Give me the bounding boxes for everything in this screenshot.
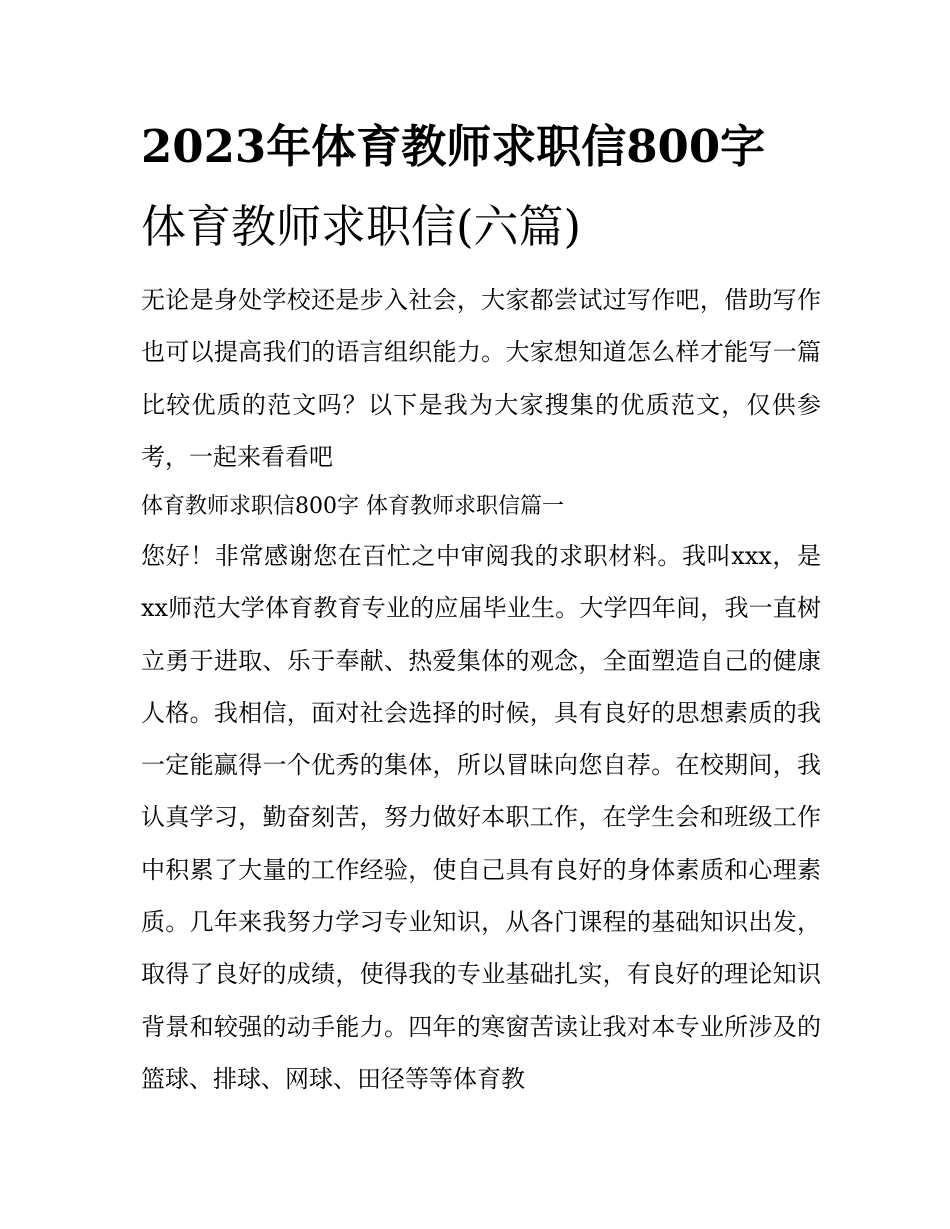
document-title-line2: 体育教师求职信(六篇) <box>141 200 582 253</box>
section-heading: 体育教师求职信800字 体育教师求职信篇一 <box>141 494 564 519</box>
letter-body-paragraph: 您好！非常感谢您在百忙之中审阅我的求职材料。我叫xxx，是xx师范大学体育教育专业的应届毕业生。大学四年间，我一直树立勇于进取、乐于奉献、热爱集体的观念，全面塑造自己的健康人格。我相信，面对社会选择的时候，具有良好的思想素质的我一定能赢得一个优秀的集体，所以冒昧向您自荐。在校期间，我认真学习，勤奋刻苦，努力做好本职工作，在学生会和班级工作中积累了大量的工作经验，使自己具有良好的身体素质和心理素质。几年来我努力学习专业知识，从各门课程的基础知识出发，取得了良好的成绩，使得我的专业基础扎实，有良好的理论知识背景和较强的动手能力。四年的寒窗苦读让我对本专业所涉及的篮球、排球、网球、田径等等体育教 <box>141 542 821 1093</box>
document-title-line1: 2023年体育教师求职信800字 <box>141 120 766 173</box>
intro-paragraph: 无论是身处学校还是步入社会，大家都尝试过写作吧，借助写作也可以提高我们的语言组织能力。大家想知道怎么样才能写一篇比较优质的范文吗？以下是我为大家搜集的优质范文，仅供参考，一起来看看吧 <box>141 286 821 471</box>
